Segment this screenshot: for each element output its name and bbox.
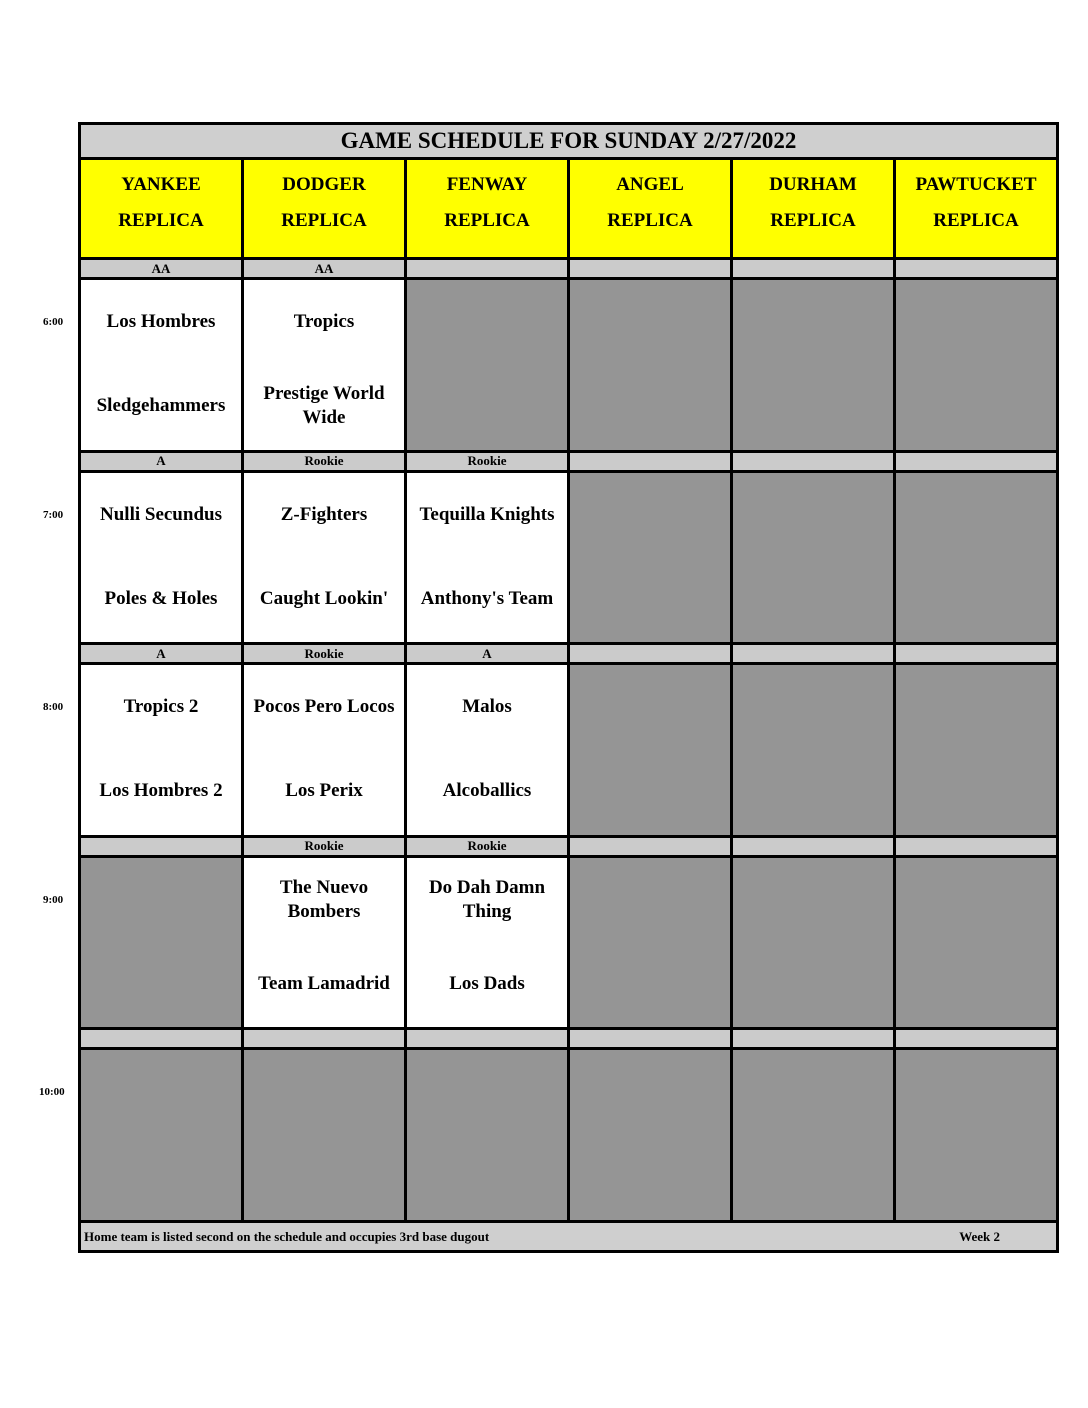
level-cell [733,1030,896,1047]
away-team: Z-Fighters [280,503,368,525]
field-header [570,160,733,257]
level-cell [570,1030,733,1047]
level-row [81,642,1056,665]
home-team: Los Dads [449,972,525,994]
field-subtitle: REPLICA [281,210,367,231]
level-row [81,1027,1056,1050]
empty-game-cell [570,280,733,450]
empty-game-cell [81,858,244,1028]
time-label: 8:00 [43,701,64,713]
empty-game-cell [570,858,733,1028]
game-row [81,473,1056,643]
home-team: Poles & Holes [104,587,218,609]
level-cell [570,838,733,855]
game-row [81,280,1056,450]
level-cell [570,453,733,470]
time-label: 6:00 [43,316,64,328]
level-row [81,450,1056,473]
field-name: DODGER [282,174,366,195]
away-team: Pocos Pero Locos [253,696,395,718]
level-cell [896,645,1056,662]
level-cell [81,838,244,855]
empty-game-cell [407,1050,570,1220]
game-cell [81,665,244,835]
field-header [407,160,570,257]
away-team: Tropics 2 [123,696,199,718]
level-cell: Rookie [407,838,570,855]
empty-game-cell [570,473,733,643]
level-cell: A [407,645,570,662]
time-label: 9:00 [43,893,64,906]
level-cell: Rookie [244,838,407,855]
level-cell [733,260,896,277]
level-cell [896,838,1056,855]
empty-game-cell [733,473,896,643]
time-slot [81,1027,1056,1220]
time-slot [81,257,1056,450]
level-row [81,257,1056,280]
level-cell [733,838,896,855]
level-cell [407,1030,570,1047]
home-team-note: Home team is listed second on the schedule and occupies 3rd base dugout [84,1228,490,1244]
footer-bar [81,1220,1056,1250]
field-subtitle: REPLICA [770,210,856,231]
empty-game-cell [733,858,896,1028]
game-cell [244,473,407,643]
empty-game-cell [896,1050,1056,1220]
empty-game-cell [407,280,570,450]
away-team: Tequilla Knights [419,503,555,525]
game-cell [407,665,570,835]
empty-game-cell [570,1050,733,1220]
home-team: Anthony's Team [420,587,554,609]
level-row [81,835,1056,858]
level-cell: AA [81,260,244,277]
schedule-sheet [78,122,1059,1253]
home-team: Los Hombres 2 [99,780,223,802]
empty-game-cell [733,1050,896,1220]
schedule-title: GAME SCHEDULE FOR SUNDAY 2/27/2022 [81,125,1056,160]
field-subtitle: REPLICA [607,210,693,231]
level-cell [896,1030,1056,1047]
level-cell [896,453,1056,470]
level-cell: Rookie [407,453,570,470]
level-cell [407,260,570,277]
time-slot [81,450,1056,643]
empty-game-cell [733,665,896,835]
field-name: PAWTUCKET [915,174,1037,195]
level-cell: Rookie [244,453,407,470]
field-name: YANKEE [121,174,201,195]
away-team: Tropics [293,311,355,333]
time-slot [81,835,1056,1028]
level-cell [570,645,733,662]
level-cell [733,453,896,470]
empty-game-cell [896,665,1056,835]
away-team: The Nuevo Bombers [279,876,369,922]
field-name: ANGEL [616,174,684,195]
game-cell [81,473,244,643]
game-cell [244,665,407,835]
level-cell: AA [244,260,407,277]
game-cell [81,280,244,450]
time-slot [81,642,1056,835]
away-team: Los Hombres [106,311,216,333]
field-header [244,160,407,257]
level-cell: A [81,645,244,662]
week-label: Week 2 [959,1228,1000,1244]
level-cell [81,1030,244,1047]
time-label: 7:00 [43,508,64,521]
level-cell: Rookie [244,645,407,662]
empty-game-cell [896,858,1056,1028]
field-subtitle: REPLICA [118,210,204,231]
game-cell [407,858,570,1028]
game-cell [244,858,407,1028]
empty-game-cell [244,1050,407,1220]
field-header [896,160,1056,257]
field-header-row [81,160,1056,257]
time-slots [81,257,1056,1220]
game-cell [407,473,570,643]
field-name: FENWAY [446,174,528,195]
game-row [81,858,1056,1028]
field-header [733,160,896,257]
game-row [81,665,1056,835]
home-team: Sledgehammers [96,395,226,417]
home-team: Team Lamadrid [258,972,390,994]
empty-game-cell [896,473,1056,643]
game-cell [244,280,407,450]
empty-game-cell [896,280,1056,450]
away-team: Malos [462,696,512,718]
away-team: Nulli Secundus [100,503,222,525]
field-header [81,160,244,257]
level-cell: A [81,453,244,470]
home-team: Prestige World Wide [263,383,385,428]
empty-game-cell [570,665,733,835]
field-name: DURHAM [769,174,857,195]
level-cell [896,260,1056,277]
home-team: Alcoballics [442,780,532,802]
level-cell [570,260,733,277]
level-cell [244,1030,407,1047]
empty-game-cell [81,1050,244,1220]
field-subtitle: REPLICA [444,210,530,231]
time-label: 10:00 [39,1086,65,1098]
empty-game-cell [733,280,896,450]
level-cell [733,645,896,662]
away-team: Do Dah Damn Thing [428,876,546,922]
field-subtitle: REPLICA [933,210,1019,231]
home-team: Los Perix [285,780,363,802]
home-team: Caught Lookin' [259,587,389,609]
game-row [81,1050,1056,1220]
